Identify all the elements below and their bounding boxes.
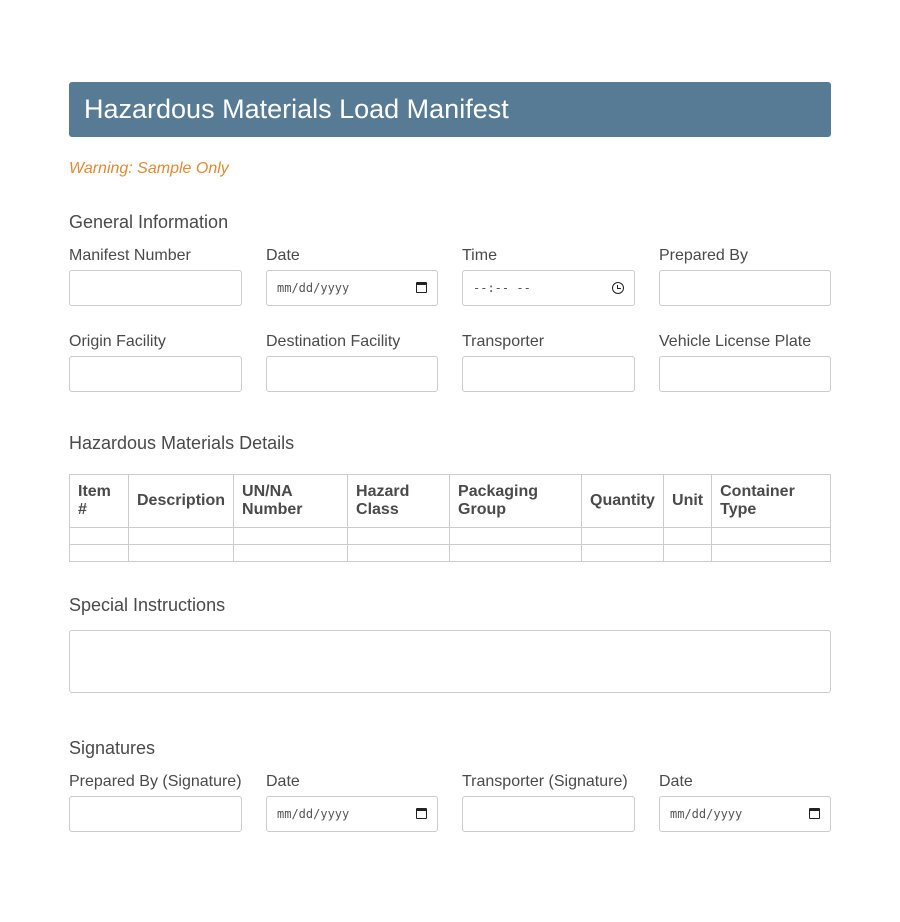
table-cell[interactable] — [234, 545, 348, 562]
time-label: Time — [462, 247, 497, 264]
transporter-label: Transporter — [462, 333, 545, 350]
prepared-by-input[interactable] — [659, 270, 831, 306]
table-cell[interactable] — [129, 528, 234, 545]
vehicle-license-plate-label: Vehicle License Plate — [659, 333, 812, 350]
general-information-heading: General Information — [69, 212, 229, 232]
table-cell[interactable] — [348, 545, 450, 562]
prepared-by-signature-label: Prepared By (Signature) — [69, 773, 242, 790]
column-header: Item # — [70, 475, 129, 528]
table-cell[interactable] — [712, 528, 831, 545]
date-placeholder: mm/dd/yyyy — [277, 281, 350, 295]
table-cell[interactable] — [348, 528, 450, 545]
page-title: Hazardous Materials Load Manifest — [69, 82, 831, 137]
table-cell[interactable] — [664, 528, 712, 545]
table-cell[interactable] — [450, 545, 582, 562]
transporter-signature-field — [462, 772, 635, 792]
column-header: Hazard Class — [348, 475, 450, 528]
column-header: Packaging Group — [450, 475, 582, 528]
prepared-by-date-label: Date — [266, 773, 300, 790]
table-cell[interactable] — [664, 545, 712, 562]
column-header: Unit — [664, 475, 712, 528]
hazardous-materials-table — [69, 474, 831, 562]
vehicle-license-plate-input[interactable] — [659, 356, 831, 392]
column-header: UN/NA Number — [234, 475, 348, 528]
column-header: Quantity — [582, 475, 664, 528]
vehicle-license-plate-field — [659, 332, 831, 352]
calendar-icon[interactable] — [809, 808, 820, 819]
clock-icon[interactable] — [612, 282, 624, 294]
transporter-date-input[interactable] — [659, 796, 831, 832]
prepared-by-signature-input[interactable] — [69, 796, 242, 832]
prepared-by-label: Prepared By — [659, 247, 748, 264]
date-label: Date — [266, 247, 300, 264]
date-placeholder: mm/dd/yyyy — [277, 807, 350, 821]
table-header-row — [70, 475, 831, 528]
signatures-heading: Signatures — [69, 738, 156, 758]
table-cell[interactable] — [234, 528, 348, 545]
table-cell[interactable] — [129, 545, 234, 562]
special-instructions-heading: Special Instructions — [69, 595, 226, 615]
destination-facility-input[interactable] — [266, 356, 438, 392]
prepared-by-date-field — [266, 772, 438, 821]
origin-facility-label: Origin Facility — [69, 333, 166, 350]
origin-facility-input[interactable] — [69, 356, 242, 392]
hazardous-materials-heading: Hazardous Materials Details — [69, 433, 295, 453]
transporter-date-label: Date — [659, 773, 693, 790]
table-cell[interactable] — [582, 528, 664, 545]
transporter-date-field — [659, 772, 831, 821]
date-placeholder: mm/dd/yyyy — [670, 807, 743, 821]
calendar-icon[interactable] — [416, 282, 427, 293]
destination-facility-field — [266, 332, 438, 352]
table-cell[interactable] — [712, 545, 831, 562]
table-row — [70, 545, 831, 562]
date-input[interactable] — [266, 270, 438, 306]
manifest-number-label: Manifest Number — [69, 247, 191, 264]
calendar-icon[interactable] — [416, 808, 427, 819]
manifest-number-field — [69, 246, 242, 266]
transporter-field — [462, 332, 635, 352]
table-cell[interactable] — [70, 528, 129, 545]
warning-text: Warning: Sample Only — [69, 160, 229, 177]
table-cell[interactable] — [450, 528, 582, 545]
table-cell[interactable] — [582, 545, 664, 562]
column-header: Description — [129, 475, 234, 528]
transporter-signature-label: Transporter (Signature) — [462, 773, 628, 790]
column-header: Container Type — [712, 475, 831, 528]
prepared-by-date-input[interactable] — [266, 796, 438, 832]
time-field — [462, 246, 635, 295]
table-cell[interactable] — [70, 545, 129, 562]
manifest-number-input[interactable] — [69, 270, 242, 306]
time-placeholder: --:-- -- — [473, 281, 531, 295]
origin-facility-field — [69, 332, 242, 352]
table-row — [70, 528, 831, 545]
time-input[interactable] — [462, 270, 635, 306]
transporter-input[interactable] — [462, 356, 635, 392]
destination-facility-label: Destination Facility — [266, 333, 401, 350]
special-instructions-textarea[interactable] — [69, 630, 831, 693]
date-field — [266, 246, 438, 295]
transporter-signature-input[interactable] — [462, 796, 635, 832]
prepared-by-signature-field — [69, 772, 242, 792]
prepared-by-field — [659, 246, 831, 266]
